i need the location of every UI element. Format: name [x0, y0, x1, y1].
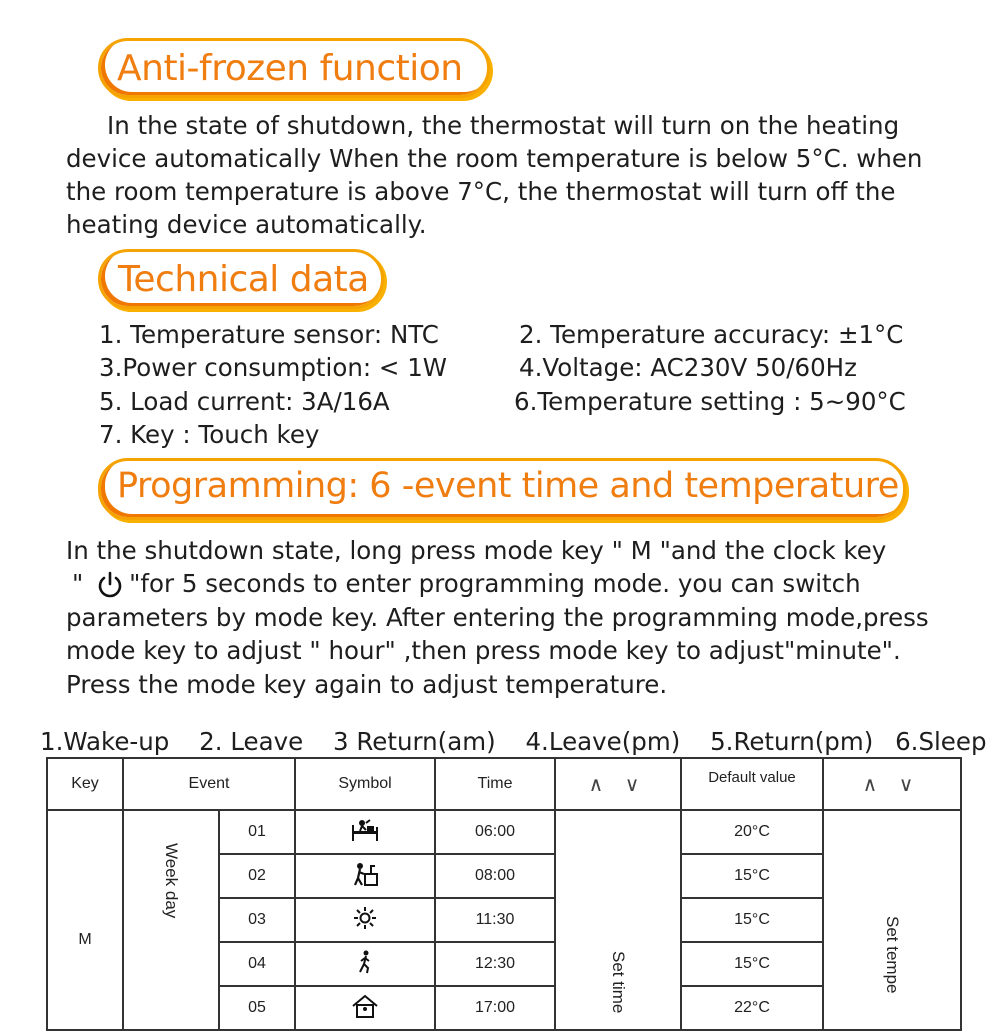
row-temp: 22°C [681, 986, 823, 1030]
spec-3: 3.Power consumption: < 1W [99, 353, 448, 382]
quote-mark: " [72, 569, 84, 598]
anti-frozen-title: Anti-frozen function [117, 48, 463, 89]
event-3: 3 Return(am) [333, 727, 496, 756]
set-temp-label: Set tempe [883, 916, 902, 994]
header-event: Event [123, 758, 295, 810]
anti-frozen-line-3: the room temperature is above 7°C, the thermostat will turn off the [66, 177, 896, 206]
event-2: 2. Leave [199, 727, 304, 756]
row-num: 02 [219, 854, 295, 898]
anti-frozen-line-4: heating device automatically. [66, 210, 427, 239]
symbol-cell [295, 942, 435, 986]
anti-frozen-line-2: device automatically When the room temperature is below 5°C. when [66, 144, 923, 173]
power-icon [95, 570, 125, 598]
set-temp-cell [823, 810, 961, 1030]
spec-2: 2. Temperature accuracy: ±1°C [519, 320, 904, 349]
row-num: 04 [219, 942, 295, 986]
row-num: 05 [219, 986, 295, 1030]
spec-7: 7. Key : Touch key [99, 420, 320, 449]
header-key: Key [47, 758, 123, 810]
programming-line-2 [66, 567, 861, 601]
row-time: 17:00 [435, 986, 555, 1030]
header-time: Time [435, 758, 555, 810]
programming-line-5: Press the mode key again to adjust temperature. [66, 670, 668, 699]
symbol-cell [295, 854, 435, 898]
row-num: 01 [219, 810, 295, 854]
header-arrows-temp: ∧ ∨ [823, 758, 961, 810]
event-5: 5.Return(pm) [710, 727, 874, 756]
spec-4: 4.Voltage: AC230V 50/60Hz [519, 353, 857, 382]
event-group-label: Week day [162, 843, 181, 919]
row-temp: 15°C [681, 942, 823, 986]
row-time: 08:00 [435, 854, 555, 898]
sun-icon [349, 905, 381, 931]
set-time-cell [555, 810, 681, 1030]
row-temp: 15°C [681, 898, 823, 942]
row-time: 06:00 [435, 810, 555, 854]
event-list [40, 727, 987, 756]
row-time: 11:30 [435, 898, 555, 942]
set-time-label: Set time [609, 951, 628, 1014]
row-temp: 15°C [681, 854, 823, 898]
table-row [47, 810, 961, 854]
spec-6: 6.Temperature setting : 5~90°C [514, 387, 906, 416]
programming-line-4: mode key to adjust " hour" ,then press mode key to adjust"minute". [66, 636, 901, 665]
symbol-cell [295, 898, 435, 942]
wake-up-icon [349, 817, 381, 843]
row-num: 03 [219, 898, 295, 942]
header-arrows-time: ∧ ∨ [555, 758, 681, 810]
key-cell: M [47, 810, 123, 1030]
table-header-row [47, 758, 961, 810]
anti-frozen-line-1: In the state of shutdown, the thermostat will turn on the heating [107, 111, 900, 140]
programming-title: Programming: 6 -event time and temperature [117, 466, 899, 506]
spec-1: 1. Temperature sensor: NTC [99, 320, 439, 349]
programming-line-3: parameters by mode key. After entering the programming mode,press [66, 603, 929, 632]
programming-table [46, 757, 962, 1031]
programming-line-1: In the shutdown state, long press mode key " M "and the clock key [66, 536, 887, 565]
event-group-cell [123, 810, 219, 1030]
event-6: 6.Sleep [895, 727, 987, 756]
walking-icon [349, 949, 381, 975]
header-symbol: Symbol [295, 758, 435, 810]
leave-icon [349, 861, 381, 887]
symbol-cell [295, 986, 435, 1030]
row-temp: 20°C [681, 810, 823, 854]
home-icon [349, 993, 381, 1019]
row-time: 12:30 [435, 942, 555, 986]
header-default: Default value [681, 758, 823, 810]
symbol-cell [295, 810, 435, 854]
programming-line-2-text: "for 5 seconds to enter programming mode. you can switch [129, 569, 861, 598]
event-1: 1.Wake-up [40, 727, 170, 756]
spec-5: 5. Load current: 3A/16A [99, 387, 390, 416]
event-4: 4.Leave(pm) [525, 727, 681, 756]
technical-title: Technical data [118, 259, 369, 300]
